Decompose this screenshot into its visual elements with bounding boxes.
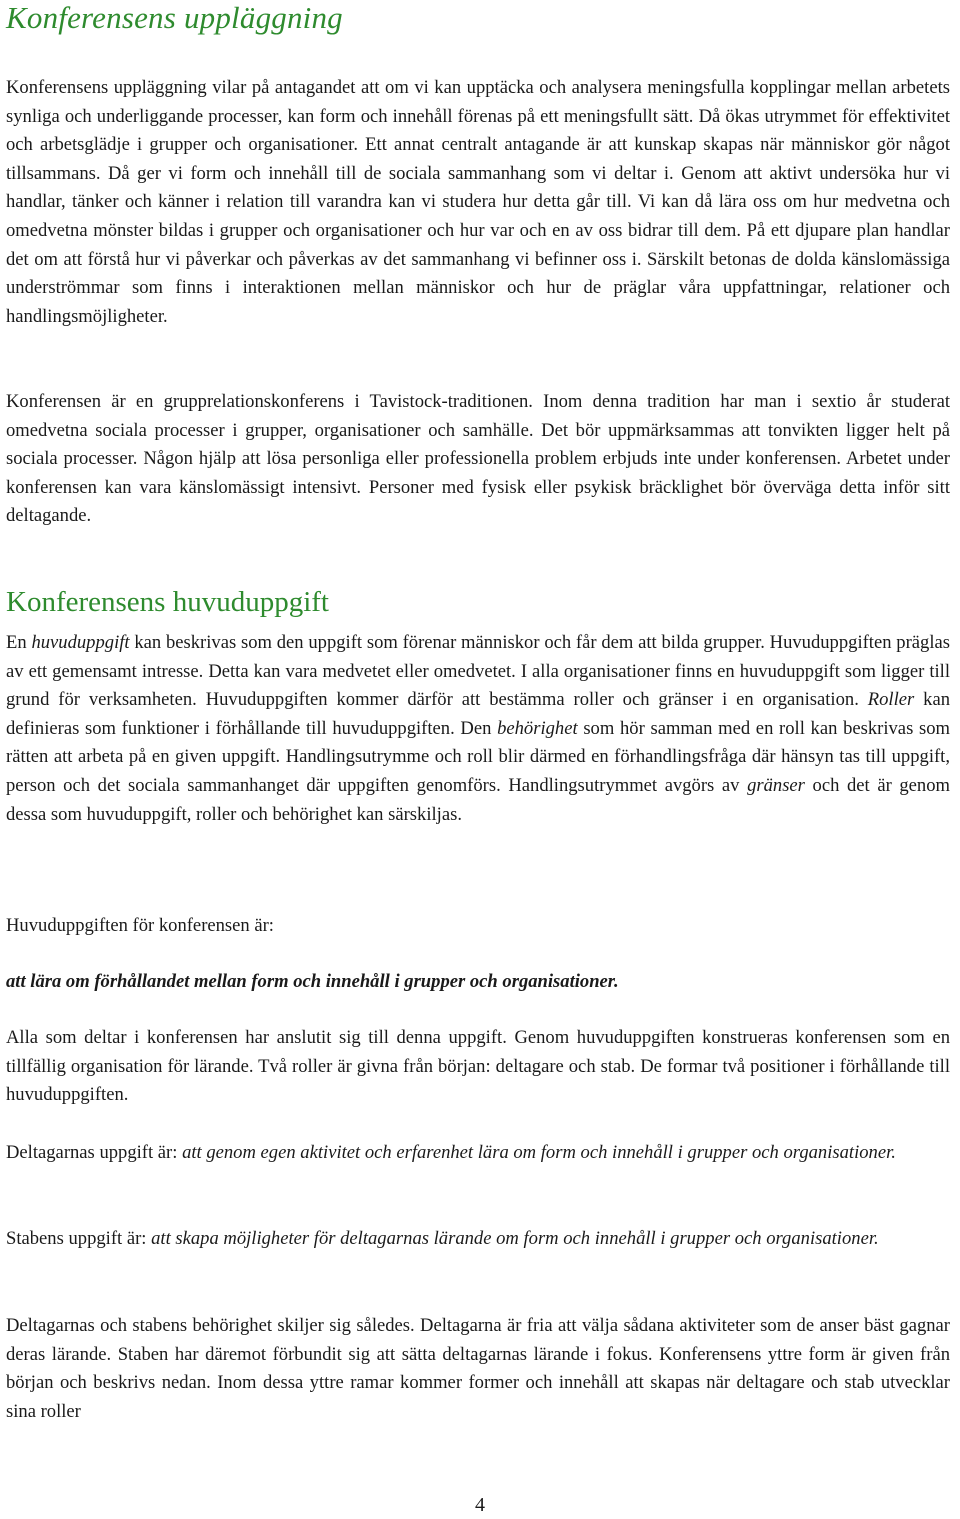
paragraph-tradition: Konferensen är en grupprelationskonferens i Tavistock-traditionen. Inom denna tradition har man i sextio år studerat omedvetna sociala processer i grupper, organisationer och samhälle. Det bör uppmärksammas att tonvikten ligger helt på sociala processer. Någon hjälp att lösa personliga eller professionella problem erbjuds inte under konferensen. Arbetet under konferensen kan vara känslomässigt intensivt. Personer med fysisk eller psykisk bräcklighet bör överväga detta inför sitt deltagande. [6, 391, 950, 527]
paragraph-participants-task: Deltagarnas uppgift är: att genom egen aktivitet och erfarenhet lära om form och innehåll i grupper och organisationer. [6, 1142, 896, 1163]
page-number: 4 [475, 1494, 485, 1516]
section-heading: Konferensens uppläggning [6, 0, 343, 35]
paragraph-roles: Alla som deltar i konferensen har anslutit sig till denna uppgift. Genom huvuduppgiften konstrueras konferensen som en tillfällig organisation för lärande. Två roller är givna från början: deltagare och stab. De formar två positioner i förhållande till huvuduppgiften. [6, 1027, 950, 1106]
paragraph-intro: Konferensens uppläggning vilar på antagandet att om vi kan upptäcka och analysera meningsfulla kopplingar mellan arbetets synliga och underliggande processer, kan form och innehåll förenas på ett meningsfullt sätt. Då ökas utrymmet för effektivitet och arbetsglädje i grupper och organisationer. Ett annat centralt antagande är att kunskap skapas när människor gör något tillsammans. Då ger vi form och innehåll till de sociala sammanhang som vi deltar i. Genom att aktivt undersöka hur vi handlar, tänker och känner i relation till varandra kan vi studera hur detta går till. Vi kan då lära oss om hur medvetna och omedvetna mönster bildas i grupper och organisationer och hur var och en av oss bidrar till dem. På ett djupare plan handlar det om att förstå hur vi påverkar och påverkas av det sammanhang vi befinner oss i. Särskilt betonas de dolda känslomässiga underströmmar som finns i interaktionen mellan människor och hur de präglar våra uppfattningar, relationer och handlingsmöjligheter. [6, 77, 950, 327]
section-heading-main-task: Konferensens huvuduppgift [6, 586, 329, 618]
paragraph-authority: Deltagarnas och stabens behörighet skiljer sig således. Deltagarna är fria att välja sådana aktiviteter som de anser bäst gagnar deras lärande. Staben har däremot förbundit sig att sätta deltagarnas lärande i fokus. Konferensens yttre form är given från början och beskrivs nedan. Inom dessa yttre ramar kommer former och innehåll att skapas när deltagare och stab utvecklar sina roller [6, 1315, 950, 1422]
paragraph-staff-task: Stabens uppgift är: att skapa möjligheter för deltagarnas lärande om form och innehåll i grupper och organisationer. [6, 1228, 879, 1249]
paragraph-task-statement: att lära om förhållandet mellan form och innehåll i grupper och organisationer. [6, 971, 619, 992]
paragraph-main-task: En huvuduppgift kan beskrivas som den uppgift som förenar människor och får dem att bilda grupper. Huvuduppgiften präglas av ett gemensamt intresse. Detta kan vara medvetet eller omedvetet. I alla organisationer finns en huvuduppgift som ligger till grund för verksamheten. Huvuduppgiften kommer därför att bestämma roller och gränser i en organisation. Roller kan definieras som funktioner i förhållande till huvuduppgiften. Den behörighet som hör samman med en roll kan beskrivas som rätten att arbeta på en given uppgift. Handlingsutrymme och roll blir därmed en förhandlingsfråga där hänsyn tas till uppgift, person och det sociala sammanhanget där uppgiften genomförs. Handlingsutrymmet avgörs av gränser och det är genom dessa som huvuduppgift, roller och behörighet kan särskiljas. [6, 632, 950, 825]
paragraph-task-intro: Huvuduppgiften för konferensen är: [6, 915, 274, 936]
